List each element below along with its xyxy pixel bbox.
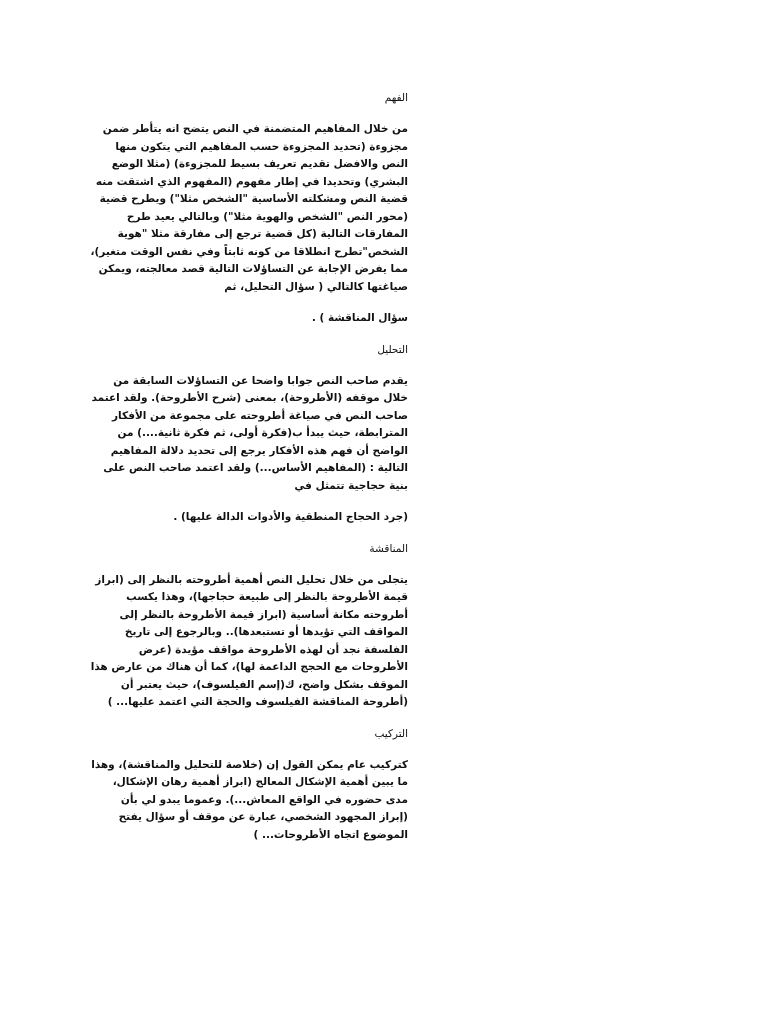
section-tail-analysis: (جرد الحجاج المنطقية والأدوات الدالة عليها) .: [173, 511, 408, 523]
section-heading-analysis: التحليل: [377, 343, 408, 356]
section-body-synthesis: كتركيب عام يمكن القول إن (خلاصة للتحليل والمناقشة)، وهذا ما يبين أهمية الإشكال المعالج (ابراز أهمية رهان الإشكال، مدى حضوره في الواقع المعاش...). وعموما يبدو لي بأن (إبراز المجهود الشخصي، عبارة عن موقف أو سؤال يفتح الموضوع اتجاه الأطروحات... ): [91, 758, 408, 841]
section-body-understanding: من خلال المفاهيم المتضمنة في النص يتضح انه يتأطر ضمن مجزوءة (تحديد المجزوءة حسب المفاهيم التي يتكون منها النص والافضل تقديم تعريف بسيط للمجزوءة) (مثلا الوضع البشري) وتحديدا في إطار مفهوم (المفهوم الذي اشتقت منه قضية النص ومشكلته الأساسية "الشخص مثلا") ويطرح قضية (محور النص "الشخص والهوية مثلا") وبالتالي يعيد طرح المفارقات التالية (كل قضية ترجع إلى مفارقة مثلا "هوية الشخص"تطرح انطلاقا من كونه ثابتاً وفي نفس الوقت متغير)، مما يفرض الإجابة عن التساؤلات التالية قصد معالجته، ويمكن صياغتها كالتالي ( سؤال التحليل، ثم: [90, 123, 408, 293]
section-tail-understanding: سؤال المناقشة ) .: [311, 312, 408, 324]
section-heading-discussion: المناقشة: [369, 542, 408, 555]
section-heading-understanding: الفهم: [384, 92, 408, 104]
document-content: [90, 90, 408, 858]
section-body-analysis: يقدم صاحب النص جوابا واضحا عن التساؤلات السابقة من خلال موقفه (الأطروحة)، بمعنى (شرح الأطروحة). ولقد اعتمد صاحب النص في صياغة أطروحته على مجموعة من الأفكار المترابطة، حيث يبدأ ب(فكرة أولى، ثم فكرة ثانية....) من الواضح أن فهم هذه الأفكار يرجع إلى تحديد دلالة المفاهيم التالية : (المفاهيم الأساس...) ولقد اعتمد صاحب النص على بنية حجاجية تتمثل في: [91, 374, 408, 492]
section-body-discussion: يتجلى من خلال تحليل النص أهمية أطروحته بالنظر إلى (ابراز قيمة الأطروحة بالنظر إلى طبيعة حجاجها)، وهذا يكسب أطروحته مكانة أساسية (ابراز قيمة الأطروحة بالنظر إلى المواقف التي تؤيدها أو تستبعدها).. وبالرجوع إلى تاريخ الفلسفة نجد أن لهذه الأطروحة مواقف مؤيدة (عرض الأطروحات مع الحجج الداعمة لها)، كما أن هناك من عارض هذا الموقف بشكل واضح، ك(إسم الفيلسوف)، حيث يعتبر أن (أطروحة المناقشة الفيلسوف والحجة التي اعتمد عليها... ): [90, 573, 408, 708]
section-heading-synthesis: التركيب: [374, 727, 408, 740]
